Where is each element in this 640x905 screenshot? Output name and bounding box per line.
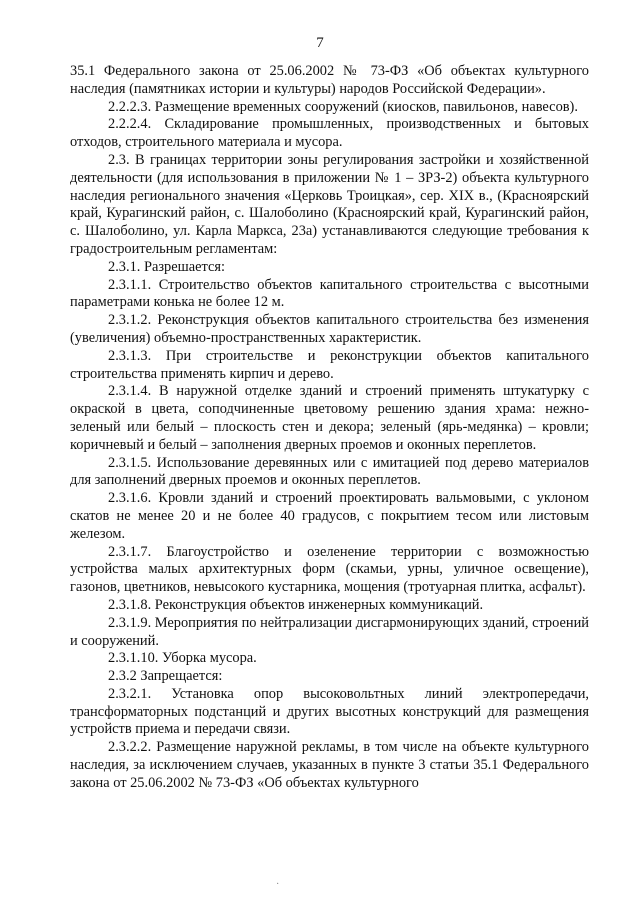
paragraph: 2.2.2.4. Складирование промышленных, производственных и бытовых отходов, строительного материала и мусора. (70, 116, 589, 151)
paragraph: 2.3.1.4. В наружной отделке зданий и строений применять штукатурку с окраской в цвета, соподчиненные цветовому решению здания храма: нежно-зеленый или белый – плоскость стен и декора; зеленый (ярь-медянка) – кровли; коричневый и белый – заполнения дверных проемов и оконных переплетов. (70, 383, 589, 453)
paragraph: 2.2.2.3. Размещение временных сооружений (киосков, павильонов, навесов). (108, 98, 578, 115)
paragraph: 2.3.2.1. Установка опор высоковольтных линий электропередачи, трансформаторных подстанций и других высотных конструкций для размещения устройств приема и передачи связи. (70, 685, 589, 738)
paragraph: 2.3.1.1. Строительство объектов капитального строительства с высотными параметрами конька не более 12 м. (70, 276, 589, 311)
paragraph: 35.1 Федерального закона от 25.06.2002 № 73-ФЗ «Об объектах культурного наследия (памятниках истории и культуры) народов Российской Федерации». (70, 63, 589, 97)
paragraph: 2.3.1.5. Использование деревянных или с имитацией под дерево материалов для заполнений дверных проемов и оконных переплетов. (70, 454, 589, 489)
paragraph: 2.3. В границах территории зоны регулирования застройки и хозяйственной деятельности (для использования в приложении № 1 – ЗРЗ-2) объекта культурного наследия регионального значения «Церковь Троицкая», сер. XIX в., (Красноярский край, Курагинский район, с. Шалоболино (Красноярский край, Курагинский район, с. Шалоболино, ул. Карла Маркса, 23а) устанавливаются следующие требования к градостроительным регламентам: (70, 151, 589, 257)
paragraph: 2.3.1.9. Мероприятия по нейтрализации дисгармонирующих зданий, строений и сооружений. (70, 614, 589, 649)
paragraph: 2.3.1.7. Благоустройство и озеленение территории с возможностью устройства малых архитектурных форм (скамьи, урны, уличное освещение), газонов, цветников, невысокого кустарника, мощения (тротуарная плитка, асфальт). (70, 543, 589, 596)
paragraph: 2.3.1.8. Реконструкция объектов инженерных коммуникаций. (108, 596, 484, 613)
paragraph: 2.3.1.10. Уборка мусора. (108, 650, 257, 667)
document-body (70, 63, 589, 793)
scan-speck: · (276, 879, 280, 890)
page-number: 7 (316, 35, 324, 51)
paragraph: 2.3.1.2. Реконструкция объектов капитального строительства без изменения (увеличения) объемно-пространственных характеристик. (70, 312, 589, 346)
paragraph: 2.3.2.2. Размещение наружной рекламы, в том числе на объекте культурного наследия, за исключением случаев, указанных в пункте 3 статьи 35.1 Федерального закона от 25.06.2002 № 73-ФЗ «Об объектах культурного (70, 739, 589, 791)
paragraph: 2.3.1.6. Кровли зданий и строений проектировать вальмовыми, с уклоном скатов не менее 20 и не более 40 градусов, с покрытием тесом или листовым железом. (70, 490, 589, 542)
paragraph: 2.3.1.3. При строительстве и реконструкции объектов капитального строительства применять кирпич и дерево. (70, 347, 589, 382)
paragraph: 2.3.1. Разрешается: (108, 258, 225, 275)
paragraph: 2.3.2 Запрещается: (108, 668, 223, 685)
